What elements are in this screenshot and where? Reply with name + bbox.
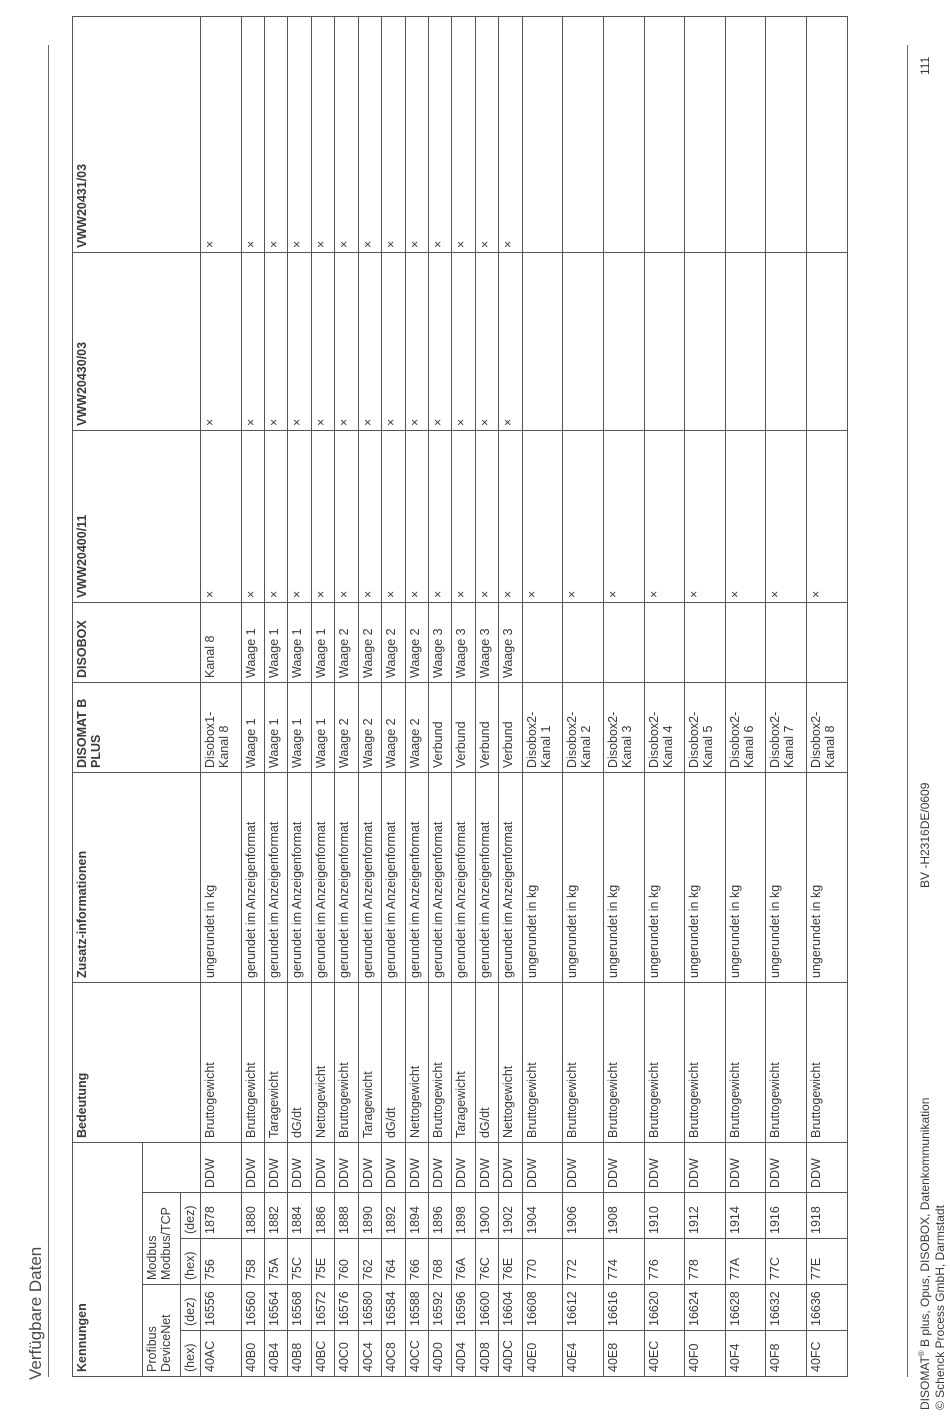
table-cell-disobox: Waage 3 — [475, 602, 498, 682]
table-cell-v1: × — [499, 430, 522, 602]
table-row — [644, 16, 685, 1376]
table-cell-v3: × — [201, 16, 242, 252]
table-cell-pb-dez: 16612 — [563, 1285, 604, 1331]
table-cell-v3 — [522, 16, 563, 252]
table-cell-v2 — [766, 252, 807, 430]
table-body — [201, 16, 848, 1376]
table-cell-v1: × — [358, 430, 381, 602]
header-profibus: Profibus DeviceNet — [143, 1285, 181, 1377]
table-cell-pb-hex: 40FC — [807, 1331, 848, 1377]
table-cell-zus: gerundet im Anzeigenformat — [265, 772, 288, 982]
table-cell-disomat: Verbund — [499, 682, 522, 772]
table-cell-mb-hex: 76E — [499, 1239, 522, 1285]
table-cell-disobox: Waage 1 — [265, 602, 288, 682]
data-table — [72, 16, 848, 1377]
table-cell-mb-dez: 1884 — [288, 1193, 311, 1239]
table-cell-pb-dez: 16584 — [382, 1285, 405, 1331]
table-cell-pb-dez: 16564 — [265, 1285, 288, 1331]
table-cell-disomat: Verbund — [428, 682, 451, 772]
table-cell-v1: × — [382, 430, 405, 602]
table-cell-pb-dez: 16572 — [311, 1285, 334, 1331]
table-row — [725, 16, 766, 1376]
table-cell-bed: Bruttogewicht — [335, 982, 358, 1142]
table-cell-v1: × — [265, 430, 288, 602]
table-row — [201, 16, 242, 1376]
table-cell-zus: gerundet im Anzeigenformat — [241, 772, 264, 982]
table-cell-mb-hex: 75C — [288, 1239, 311, 1285]
table-cell-disomat: Disobox2-Kanal 5 — [685, 682, 726, 772]
header-disomat: DISOMAT B PLUS — [73, 682, 201, 772]
table-cell-v3: × — [358, 16, 381, 252]
table-cell-bed: Bruttogewicht — [428, 982, 451, 1142]
table-cell-bed: Nettogewicht — [499, 982, 522, 1142]
table-cell-v1: × — [644, 430, 685, 602]
table-row — [335, 16, 358, 1376]
table-cell-disomat: Disobox2-Kanal 1 — [522, 682, 563, 772]
table-cell-type: DDW — [335, 1142, 358, 1192]
table-cell-bed: Bruttogewicht — [644, 982, 685, 1142]
table-cell-disobox: Waage 3 — [452, 602, 475, 682]
table-cell-v2 — [725, 252, 766, 430]
table-cell-disomat: Verbund — [475, 682, 498, 772]
table-cell-type: DDW — [265, 1142, 288, 1192]
table-cell-v1: × — [241, 430, 264, 602]
table-cell-disobox — [644, 602, 685, 682]
table-cell-v3: × — [265, 16, 288, 252]
table-cell-mb-hex: 758 — [241, 1239, 264, 1285]
table-cell-pb-dez: 16576 — [335, 1285, 358, 1331]
table-cell-pb-hex: 40E0 — [522, 1331, 563, 1377]
table-cell-type: DDW — [499, 1142, 522, 1192]
table-cell-mb-dez: 1880 — [241, 1193, 264, 1239]
table-cell-v3: × — [452, 16, 475, 252]
table-cell-pb-hex: 40DC — [499, 1331, 522, 1377]
table-cell-type: DDW — [428, 1142, 451, 1192]
table-cell-zus: gerundet im Anzeigenformat — [288, 772, 311, 982]
table-cell-disobox: Waage 1 — [288, 602, 311, 682]
table-cell-v2: × — [382, 252, 405, 430]
table-cell-disomat: Disobox2-Kanal 4 — [644, 682, 685, 772]
table-cell-v1: × — [311, 430, 334, 602]
table-cell-bed: Bruttogewicht — [563, 982, 604, 1142]
table-cell-type: DDW — [685, 1142, 726, 1192]
table-cell-mb-dez: 1914 — [725, 1193, 766, 1239]
table-cell-mb-dez: 1902 — [499, 1193, 522, 1239]
table-cell-zus: ungerundet in kg — [644, 772, 685, 982]
table-cell-pb-hex: 40BC — [311, 1331, 334, 1377]
table-cell-bed: Taragewicht — [452, 982, 475, 1142]
table-cell-mb-hex: 756 — [201, 1239, 242, 1285]
table-cell-disobox: Waage 3 — [499, 602, 522, 682]
table-cell-zus: gerundet im Anzeigenformat — [358, 772, 381, 982]
table-cell-type: DDW — [644, 1142, 685, 1192]
table-cell-type: DDW — [288, 1142, 311, 1192]
table-cell-v3 — [644, 16, 685, 252]
table-cell-mb-hex: 77A — [725, 1239, 766, 1285]
table-row — [475, 16, 498, 1376]
table-row — [522, 16, 563, 1376]
table-cell-mb-hex: 778 — [685, 1239, 726, 1285]
footer-doc-id: BV -H2316DE/0609 — [918, 782, 932, 888]
table-cell-type: DDW — [563, 1142, 604, 1192]
table-row — [807, 16, 848, 1376]
table-cell-disobox: Waage 1 — [311, 602, 334, 682]
header-disobox: DISOBOX — [73, 602, 201, 682]
table-cell-v2 — [603, 252, 644, 430]
table-cell-bed: Bruttogewicht — [685, 982, 726, 1142]
table-cell-bed: Bruttogewicht — [807, 982, 848, 1142]
table-cell-v3 — [603, 16, 644, 252]
table-cell-mb-hex: 75E — [311, 1239, 334, 1285]
table-row — [382, 16, 405, 1376]
table-cell-v3 — [725, 16, 766, 252]
table-cell-v1: × — [725, 430, 766, 602]
table-cell-v2: × — [405, 252, 428, 430]
table-cell-disomat: Disobox2-Kanal 8 — [807, 682, 848, 772]
header-pb-dez: (dez) — [181, 1285, 201, 1331]
table-cell-mb-dez: 1882 — [265, 1193, 288, 1239]
table-cell-bed: Bruttogewicht — [522, 982, 563, 1142]
table-cell-v1: × — [807, 430, 848, 602]
table-cell-v1: × — [288, 430, 311, 602]
table-cell-v2 — [807, 252, 848, 430]
table-cell-pb-hex: 40D8 — [475, 1331, 498, 1377]
table-cell-v2: × — [288, 252, 311, 430]
header-modbus: Modbus Modbus/TCP — [143, 1193, 181, 1285]
table-cell-v3: × — [475, 16, 498, 252]
table-cell-pb-hex: 40C4 — [358, 1331, 381, 1377]
table-cell-mb-dez: 1910 — [644, 1193, 685, 1239]
table-cell-disobox: Kanal 8 — [201, 602, 242, 682]
table-cell-mb-hex: 770 — [522, 1239, 563, 1285]
table-cell-pb-dez: 16580 — [358, 1285, 381, 1331]
table-cell-pb-dez: 16628 — [725, 1285, 766, 1331]
table-cell-bed: dG/dt — [288, 982, 311, 1142]
table-cell-disobox — [725, 602, 766, 682]
table-cell-v1: × — [685, 430, 726, 602]
table-cell-pb-dez: 16632 — [766, 1285, 807, 1331]
page-number: 111 — [918, 56, 932, 75]
table-cell-zus: gerundet im Anzeigenformat — [382, 772, 405, 982]
table-cell-type: DDW — [475, 1142, 498, 1192]
table-cell-pb-hex: 40EC — [644, 1331, 685, 1377]
table-cell-mb-hex: 774 — [603, 1239, 644, 1285]
table-cell-bed: Bruttogewicht — [241, 982, 264, 1142]
table-cell-pb-hex: 40F4 — [725, 1331, 766, 1377]
table-cell-mb-hex: 75A — [265, 1239, 288, 1285]
table-cell-zus: gerundet im Anzeigenformat — [335, 772, 358, 982]
table-cell-v2: × — [241, 252, 264, 430]
table-cell-pb-dez: 16636 — [807, 1285, 848, 1331]
table-cell-bed: Bruttogewicht — [766, 982, 807, 1142]
table-cell-pb-dez: 16560 — [241, 1285, 264, 1331]
table-cell-pb-dez: 16568 — [288, 1285, 311, 1331]
table-cell-v2: × — [452, 252, 475, 430]
header-vww20431: VWW20431/03 — [73, 16, 201, 252]
table-cell-disomat: Disobox2-Kanal 6 — [725, 682, 766, 772]
table-row — [428, 16, 451, 1376]
page-title: Verfügbare Daten — [26, 1246, 45, 1380]
table-cell-pb-hex: 40CC — [405, 1331, 428, 1377]
table-cell-disomat: Disobox2-Kanal 2 — [563, 682, 604, 772]
table-cell-disobox: Waage 2 — [405, 602, 428, 682]
table-cell-type: DDW — [241, 1142, 264, 1192]
table-cell-disobox — [563, 602, 604, 682]
table-cell-bed: Bruttogewicht — [201, 982, 242, 1142]
table-cell-disobox — [766, 602, 807, 682]
table-cell-v1: × — [522, 430, 563, 602]
table-cell-zus: ungerundet in kg — [522, 772, 563, 982]
table-cell-pb-hex: 40B8 — [288, 1331, 311, 1377]
table-cell-disomat: Waage 1 — [311, 682, 334, 772]
table-row — [265, 16, 288, 1376]
table-cell-type: DDW — [522, 1142, 563, 1192]
table-cell-disobox: Waage 2 — [382, 602, 405, 682]
table-cell-mb-hex: 764 — [382, 1239, 405, 1285]
table-cell-zus: gerundet im Anzeigenformat — [405, 772, 428, 982]
table-cell-zus: ungerundet in kg — [766, 772, 807, 982]
table-cell-mb-dez: 1892 — [382, 1193, 405, 1239]
table-cell-type: DDW — [603, 1142, 644, 1192]
table-cell-type: DDW — [311, 1142, 334, 1192]
table-cell-disobox: Waage 1 — [241, 602, 264, 682]
table-row — [685, 16, 726, 1376]
table-cell-v2 — [685, 252, 726, 430]
table-cell-pb-dez: 16624 — [685, 1285, 726, 1331]
table-cell-disobox: Waage 3 — [428, 602, 451, 682]
table-cell-pb-dez: 16588 — [405, 1285, 428, 1331]
table-cell-bed: Taragewicht — [358, 982, 381, 1142]
table-cell-mb-hex: 76C — [475, 1239, 498, 1285]
table-cell-mb-hex: 766 — [405, 1239, 428, 1285]
footer-product: DISOMAT® B plus, Opus, DISOBOX, Datenkommunikation — [917, 1097, 932, 1410]
table-cell-zus: ungerundet in kg — [603, 772, 644, 982]
table-cell-v2 — [644, 252, 685, 430]
table-cell-v3: × — [405, 16, 428, 252]
table-cell-disobox — [685, 602, 726, 682]
table-cell-pb-hex: 40D4 — [452, 1331, 475, 1377]
table-cell-pb-hex: 40B4 — [265, 1331, 288, 1377]
table-cell-pb-hex: 40C0 — [335, 1331, 358, 1377]
table-row — [603, 16, 644, 1376]
table-cell-pb-hex: 40E4 — [563, 1331, 604, 1377]
table-cell-disomat: Waage 1 — [265, 682, 288, 772]
table-row — [766, 16, 807, 1376]
table-cell-type: DDW — [766, 1142, 807, 1192]
table-cell-v3 — [563, 16, 604, 252]
table-cell-mb-dez: 1886 — [311, 1193, 334, 1239]
header-pb-hex: (hex) — [181, 1331, 201, 1377]
table-row — [288, 16, 311, 1376]
table-cell-zus: gerundet im Anzeigenformat — [475, 772, 498, 982]
table-cell-disobox — [603, 602, 644, 682]
table-cell-mb-dez: 1906 — [563, 1193, 604, 1239]
footer-rule — [907, 45, 908, 1377]
table-cell-v1: × — [603, 430, 644, 602]
table-cell-mb-hex: 772 — [563, 1239, 604, 1285]
table-row — [563, 16, 604, 1376]
table-cell-disomat: Waage 2 — [382, 682, 405, 772]
table-cell-v3: × — [428, 16, 451, 252]
table-cell-pb-hex: 40AC — [201, 1331, 242, 1377]
table-cell-v2: × — [311, 252, 334, 430]
header-kennungen: Kennungen — [73, 1142, 143, 1376]
table-cell-zus: gerundet im Anzeigenformat — [428, 772, 451, 982]
table-cell-v1: × — [201, 430, 242, 602]
table-cell-bed: Nettogewicht — [405, 982, 428, 1142]
table-cell-pb-hex: 40D0 — [428, 1331, 451, 1377]
table-cell-mb-dez: 1908 — [603, 1193, 644, 1239]
table-cell-type: DDW — [201, 1142, 242, 1192]
table-cell-type: DDW — [358, 1142, 381, 1192]
table-cell-disomat: Waage 2 — [358, 682, 381, 772]
table-cell-v2 — [563, 252, 604, 430]
table-cell-pb-dez: 16592 — [428, 1285, 451, 1331]
table-cell-mb-hex: 776 — [644, 1239, 685, 1285]
table-row — [241, 16, 264, 1376]
table-cell-v3 — [766, 16, 807, 252]
table-cell-v1: × — [405, 430, 428, 602]
table-cell-v2: × — [358, 252, 381, 430]
table-cell-bed: Nettogewicht — [311, 982, 334, 1142]
table-cell-v3: × — [335, 16, 358, 252]
table-cell-v1: × — [475, 430, 498, 602]
table-cell-disomat: Disobox2-Kanal 7 — [766, 682, 807, 772]
table-cell-zus: gerundet im Anzeigenformat — [452, 772, 475, 982]
table-cell-zus: ungerundet in kg — [807, 772, 848, 982]
table-cell-type: DDW — [725, 1142, 766, 1192]
table-cell-bed: Bruttogewicht — [603, 982, 644, 1142]
table-cell-disomat: Waage 1 — [241, 682, 264, 772]
table-cell-pb-hex: 40F0 — [685, 1331, 726, 1377]
header-vww20430: VWW20430/03 — [73, 252, 201, 430]
table-cell-pb-dez: 16616 — [603, 1285, 644, 1331]
table-cell-pb-dez: 16604 — [499, 1285, 522, 1331]
table-cell-zus: ungerundet in kg — [685, 772, 726, 982]
table-cell-mb-dez: 1916 — [766, 1193, 807, 1239]
table-cell-v3 — [685, 16, 726, 252]
table-cell-pb-hex: 40F8 — [766, 1331, 807, 1377]
table-cell-pb-dez: 16556 — [201, 1285, 242, 1331]
header-bedeutung: Bedeutung — [73, 982, 201, 1142]
table-cell-mb-hex: 77E — [807, 1239, 848, 1285]
table-cell-disomat: Waage 2 — [405, 682, 428, 772]
table-cell-mb-dez: 1904 — [522, 1193, 563, 1239]
table-cell-v1: × — [563, 430, 604, 602]
table-cell-v1: × — [766, 430, 807, 602]
table-cell-zus: ungerundet in kg — [563, 772, 604, 982]
table-cell-disobox: Waage 2 — [358, 602, 381, 682]
table-cell-v2: × — [335, 252, 358, 430]
table-cell-v2: × — [265, 252, 288, 430]
table-row — [358, 16, 381, 1376]
table-cell-type: DDW — [405, 1142, 428, 1192]
table-cell-disomat: Verbund — [452, 682, 475, 772]
table-cell-bed: dG/dt — [382, 982, 405, 1142]
header-type-empty — [143, 1142, 201, 1192]
table-cell-pb-hex: 40C8 — [382, 1331, 405, 1377]
footer-copyright: © Schenck Process GmbH, Darmstadt — [933, 1205, 947, 1410]
table-cell-pb-dez: 16596 — [452, 1285, 475, 1331]
table-cell-v1: × — [428, 430, 451, 602]
table-cell-bed: Taragewicht — [265, 982, 288, 1142]
table-cell-type: DDW — [807, 1142, 848, 1192]
table-cell-disobox — [807, 602, 848, 682]
table-row — [452, 16, 475, 1376]
table-cell-v3: × — [382, 16, 405, 252]
table-cell-v3 — [807, 16, 848, 252]
table-cell-v2: × — [201, 252, 242, 430]
table-cell-bed: Bruttogewicht — [725, 982, 766, 1142]
header-mb-hex: (hex) — [181, 1239, 201, 1285]
table-cell-v2: × — [475, 252, 498, 430]
table-cell-v2: × — [428, 252, 451, 430]
table-cell-v2 — [522, 252, 563, 430]
table-cell-type: DDW — [452, 1142, 475, 1192]
table-cell-v3: × — [499, 16, 522, 252]
table-cell-mb-dez: 1918 — [807, 1193, 848, 1239]
table-cell-v3: × — [288, 16, 311, 252]
header-zusatz: Zusatz-informationen — [73, 772, 201, 982]
table-cell-mb-dez: 1890 — [358, 1193, 381, 1239]
table-cell-zus: gerundet im Anzeigenformat — [499, 772, 522, 982]
table-cell-disobox: Waage 2 — [335, 602, 358, 682]
table-cell-bed: dG/dt — [475, 982, 498, 1142]
table-cell-pb-dez: 16608 — [522, 1285, 563, 1331]
table-cell-disomat: Disobox2-Kanal 3 — [603, 682, 644, 772]
header-mb-dez: (dez) — [181, 1193, 201, 1239]
table-cell-v3: × — [241, 16, 264, 252]
table-row — [405, 16, 428, 1376]
table-cell-mb-dez: 1912 — [685, 1193, 726, 1239]
table-cell-pb-dez: 16600 — [475, 1285, 498, 1331]
table-cell-mb-dez: 1896 — [428, 1193, 451, 1239]
table-cell-type: DDW — [382, 1142, 405, 1192]
table-cell-mb-dez: 1894 — [405, 1193, 428, 1239]
table-cell-v3: × — [311, 16, 334, 252]
left-rule — [48, 45, 49, 1377]
table-cell-disomat: Waage 2 — [335, 682, 358, 772]
table-cell-v1: × — [452, 430, 475, 602]
table-cell-zus: ungerundet in kg — [201, 772, 242, 982]
table-cell-mb-dez: 1898 — [452, 1193, 475, 1239]
table-cell-disomat: Waage 1 — [288, 682, 311, 772]
table-cell-zus: gerundet im Anzeigenformat — [311, 772, 334, 982]
table-cell-mb-hex: 760 — [335, 1239, 358, 1285]
table-cell-mb-dez: 1878 — [201, 1193, 242, 1239]
header-vww20400: VWW20400/11 — [73, 430, 201, 602]
table-cell-v1: × — [335, 430, 358, 602]
table-cell-disomat: Disobox1-Kanal 8 — [201, 682, 242, 772]
table-cell-disobox — [522, 602, 563, 682]
table-cell-zus: ungerundet in kg — [725, 772, 766, 982]
table-cell-pb-hex: 40E8 — [603, 1331, 644, 1377]
table-cell-mb-hex: 768 — [428, 1239, 451, 1285]
table-cell-v2: × — [499, 252, 522, 430]
table-cell-mb-hex: 77C — [766, 1239, 807, 1285]
table-cell-pb-hex: 40B0 — [241, 1331, 264, 1377]
table-cell-mb-dez: 1888 — [335, 1193, 358, 1239]
table-cell-pb-dez: 16620 — [644, 1285, 685, 1331]
table-cell-mb-dez: 1900 — [475, 1193, 498, 1239]
table-rotated-container — [72, 47, 848, 1377]
table-row — [311, 16, 334, 1376]
table-cell-mb-hex: 76A — [452, 1239, 475, 1285]
table-cell-mb-hex: 762 — [358, 1239, 381, 1285]
table-row — [499, 16, 522, 1376]
